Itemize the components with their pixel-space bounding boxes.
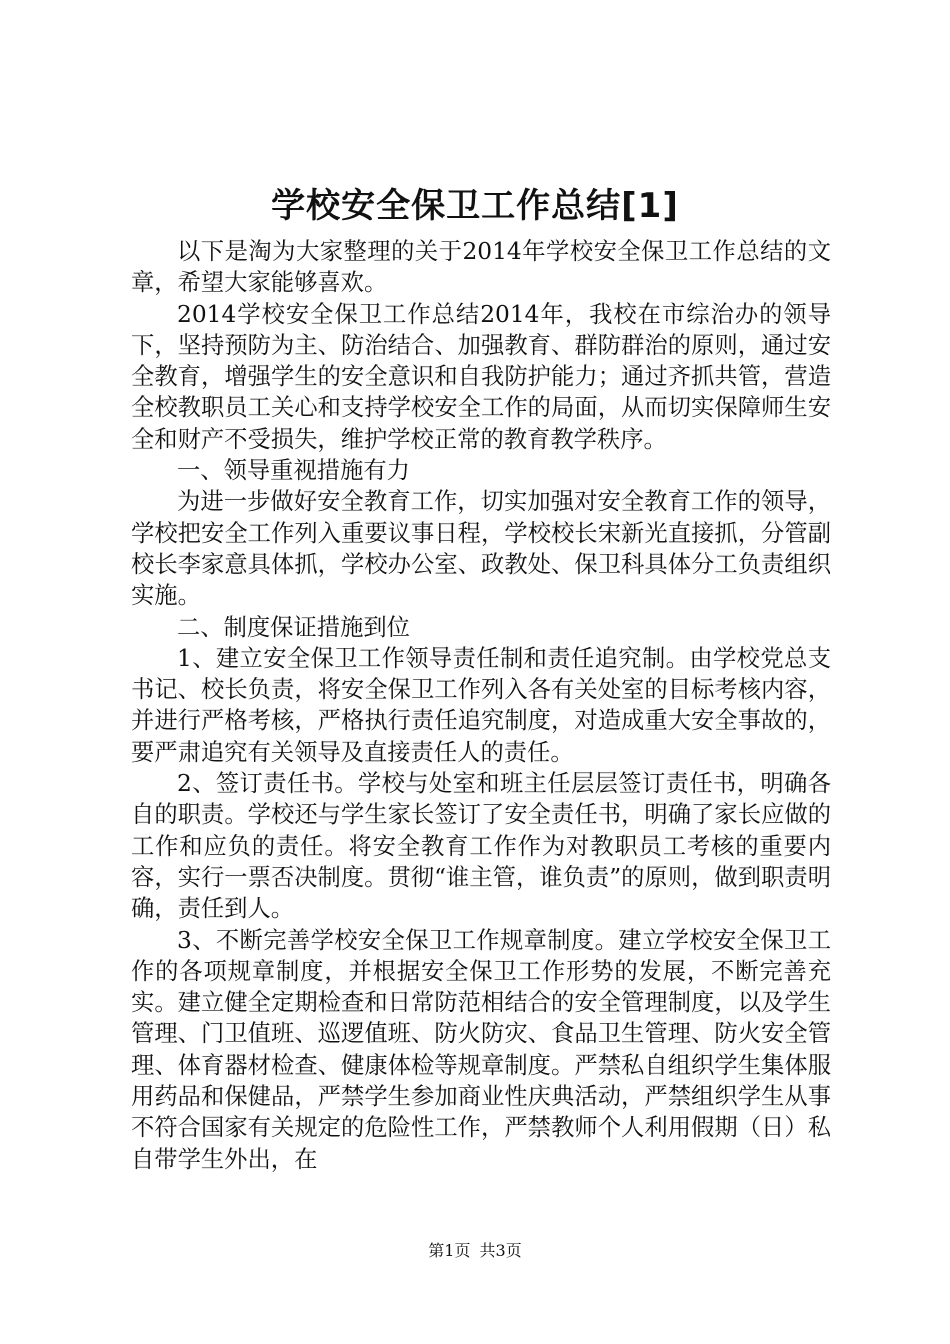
paragraph-leadership: 为进一步做好安全教育工作，切实加强对安全教育工作的领导，学校把安全工作列入重要议事日程，学校校长宋新光直接抓，分管副校长李家意具体抓，学校办公室、政教处、保卫科具体分工负责组织实施。 [131, 488, 831, 610]
paragraph-item-3: 3、不断完善学校安全保卫工作规章制度。建立学校安全保卫工作的各项规章制度，并根据安全保卫工作形势的发展，不断完善充实。建立健全定期检查和日常防范相结合的安全管理制度，以及学生管理、门卫值班、巡逻值班、防火防灾、食品卫生管理、防火安全管理、体育器材检查、健康体检等规章制度。严禁私自组织学生集体服用药品和保健品，严禁学生参加商业性庆典活动，严禁组织学生从事不符合国家有关规定的危险性工作，严禁教师个人利用假期（日）私自带学生外出，在 [131, 926, 831, 1173]
document-title: 学校安全保卫工作总结[1] [271, 186, 679, 226]
paragraph-item-1: 1、建立安全保卫工作领导责任制和责任追究制。由学校党总支书记、校长负责，将安全保卫工作列入各有关处室的目标考核内容，并进行严格考核，严格执行责任追究制度，对造成重大安全事故的，要严肃追究有关领导及直接责任人的责任。 [131, 644, 831, 766]
section-heading-2: 二、制度保证措施到位 [177, 613, 410, 641]
document-body [131, 236, 831, 1175]
page-total: 共3页 [479, 1241, 522, 1260]
paragraph-item-2: 2、签订责任书。学校与处室和班主任层层签订责任书，明确各自的职责。学校还与学生家长签订了安全责任书，明确了家长应做的工作和应负的责任。将安全教育工作作为对教职员工考核的重要内容，实行一票否决制度。贯彻“谁主管，谁负责”的原则，做到职责明确，责任到人。 [131, 770, 831, 923]
page-footer [0, 1240, 950, 1262]
page-number: 第1页 [428, 1241, 471, 1260]
section-heading-1: 一、领导重视措施有力 [177, 457, 410, 485]
paragraph-intro: 以下是淘为大家整理的关于2014年学校安全保卫工作总结的文章，希望大家能够喜欢。 [131, 238, 831, 297]
paragraph-overview: 2014学校安全保卫工作总结2014年，我校在市综治办的领导下，坚持预防为主、防治结合、加强教育、群防群治的原则，通过安全教育，增强学生的安全意识和自我防护能力；通过齐抓共管，营造全校教职员工关心和支持学校安全工作的局面，从而切实保障师生安全和财产不受损失，维护学校正常的教育教学秩序。 [131, 300, 831, 453]
